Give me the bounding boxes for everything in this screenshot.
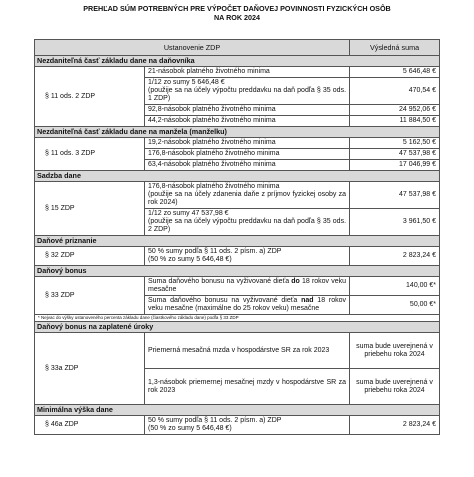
tax-summary-table (34, 39, 440, 435)
desc-cell: 176,8-násobok platného životného minima (použije sa na účely zdanenia daňe z príjmov fyzickej osoby za rok 2024) (145, 182, 350, 209)
table-header-row (35, 40, 440, 56)
amount-cell: 50,00 €* (350, 296, 440, 315)
law-cell: § 32 ZDP (35, 247, 145, 266)
desc-cell: 1,3-násobok priemernej mesačnej mzdy v hospodárstve SR za rok 2023 (145, 369, 350, 405)
desc-cell: 1/12 zo sumy 5 646,48 € (použije sa na účely výpočtu preddavku na daň podľa § 35 ods. 1 ZDP) (145, 78, 350, 105)
desc-cell: Suma daňového bonusu na vyživované dieťa nad 18 rokov veku mesačne (maximálne do 25 rokov veku) mesačne (145, 296, 350, 315)
amount-cell: 5 162,50 € (350, 138, 440, 149)
amount-cell: 47 537,98 € (350, 149, 440, 160)
desc-cell: Suma daňového bonusu na vyživované dieťa do 18 rokov veku mesačne (145, 277, 350, 296)
amount-cell: 470,54 € (350, 78, 440, 105)
desc-cell: 92,8-násobok platného životného minima (145, 105, 350, 116)
table-row (35, 333, 440, 369)
section-header: Minimálna výška dane (35, 405, 440, 416)
amount-cell: 2 823,24 € (350, 416, 440, 435)
desc-cell: 1/12 zo sumy 47 537,98 € (použije sa na účely výpočtu preddavku na daň podľa § 35 ods. 2 ZDP) (145, 209, 350, 236)
law-cell: § 46a ZDP (35, 416, 145, 435)
law-cell: § 15 ZDP (35, 182, 145, 236)
amount-cell: suma bude uverejnená v priebehu roka 2024 (350, 333, 440, 369)
amount-cell: 5 646,48 € (350, 67, 440, 78)
law-cell: § 33a ZDP (35, 333, 145, 405)
footnote: * Nejvac do výšky ustanoveného percenta základu dane (čiastkového základu dane) podľa § 33 ZDP (35, 315, 440, 322)
amount-cell: 47 537,98 € (350, 182, 440, 209)
section-header: Nezdaniteľná časť základu dane na daňovníka (35, 56, 440, 67)
law-cell: § 11 ods. 3 ZDP (35, 138, 145, 171)
law-cell: § 33 ZDP (35, 277, 145, 315)
section-header: Daňový bonus (35, 266, 440, 277)
table-row (35, 247, 440, 266)
table-row (35, 277, 440, 296)
document-title (0, 4, 474, 22)
section-header: Daňový bonus na zaplatené úroky (35, 322, 440, 333)
amount-cell: 2 823,24 € (350, 247, 440, 266)
amount-cell: 3 961,50 € (350, 209, 440, 236)
desc-cell: 50 % sumy podľa § 11 ods. 2 písm. a) ZDP (50 % zo sumy 5 646,48 €) (145, 247, 350, 266)
desc-cell: 19,2-násobok platného životného minima (145, 138, 350, 149)
desc-cell: Priemerná mesačná mzda v hospodárstve SR za rok 2023 (145, 333, 350, 369)
header-law: Ustanovenie ZDP (35, 40, 350, 56)
amount-cell: 140,00 €* (350, 277, 440, 296)
title-line-1: PREHĽAD SÚM POTREBNÝCH PRE VÝPOČET DAŇOVEJ POVINNOSTI FYZICKÝCH OSÔB (83, 4, 391, 13)
table-row (35, 182, 440, 209)
table-row (35, 67, 440, 78)
amount-cell: 17 046,99 € (350, 160, 440, 171)
table-row (35, 416, 440, 435)
header-amount: Výsledná suma (350, 40, 440, 56)
desc-cell: 176,8-násobok platného životného minima (145, 149, 350, 160)
section-header: Sadzba dane (35, 171, 440, 182)
desc-cell: 21-násobok platného životného minima (145, 67, 350, 78)
section-header: Nezdaniteľná časť základu dane na manžela (manželku) (35, 127, 440, 138)
table-row (35, 138, 440, 149)
amount-cell: 24 952,06 € (350, 105, 440, 116)
desc-cell: 44,2-násobok platného životného minima (145, 116, 350, 127)
desc-cell: 50 % sumy podľa § 11 ods. 2 písm. a) ZDP (50 % zo sumy 5 646,48 €) (145, 416, 350, 435)
desc-cell: 63,4-násobok platného životného minima (145, 160, 350, 171)
section-header: Daňové priznanie (35, 236, 440, 247)
title-line-2: NA ROK 2024 (213, 13, 261, 22)
footnote-row (35, 315, 440, 322)
amount-cell: suma bude uverejnená v priebehu roka 2024 (350, 369, 440, 405)
law-cell: § 11 ods. 2 ZDP (35, 67, 145, 127)
amount-cell: 11 884,50 € (350, 116, 440, 127)
